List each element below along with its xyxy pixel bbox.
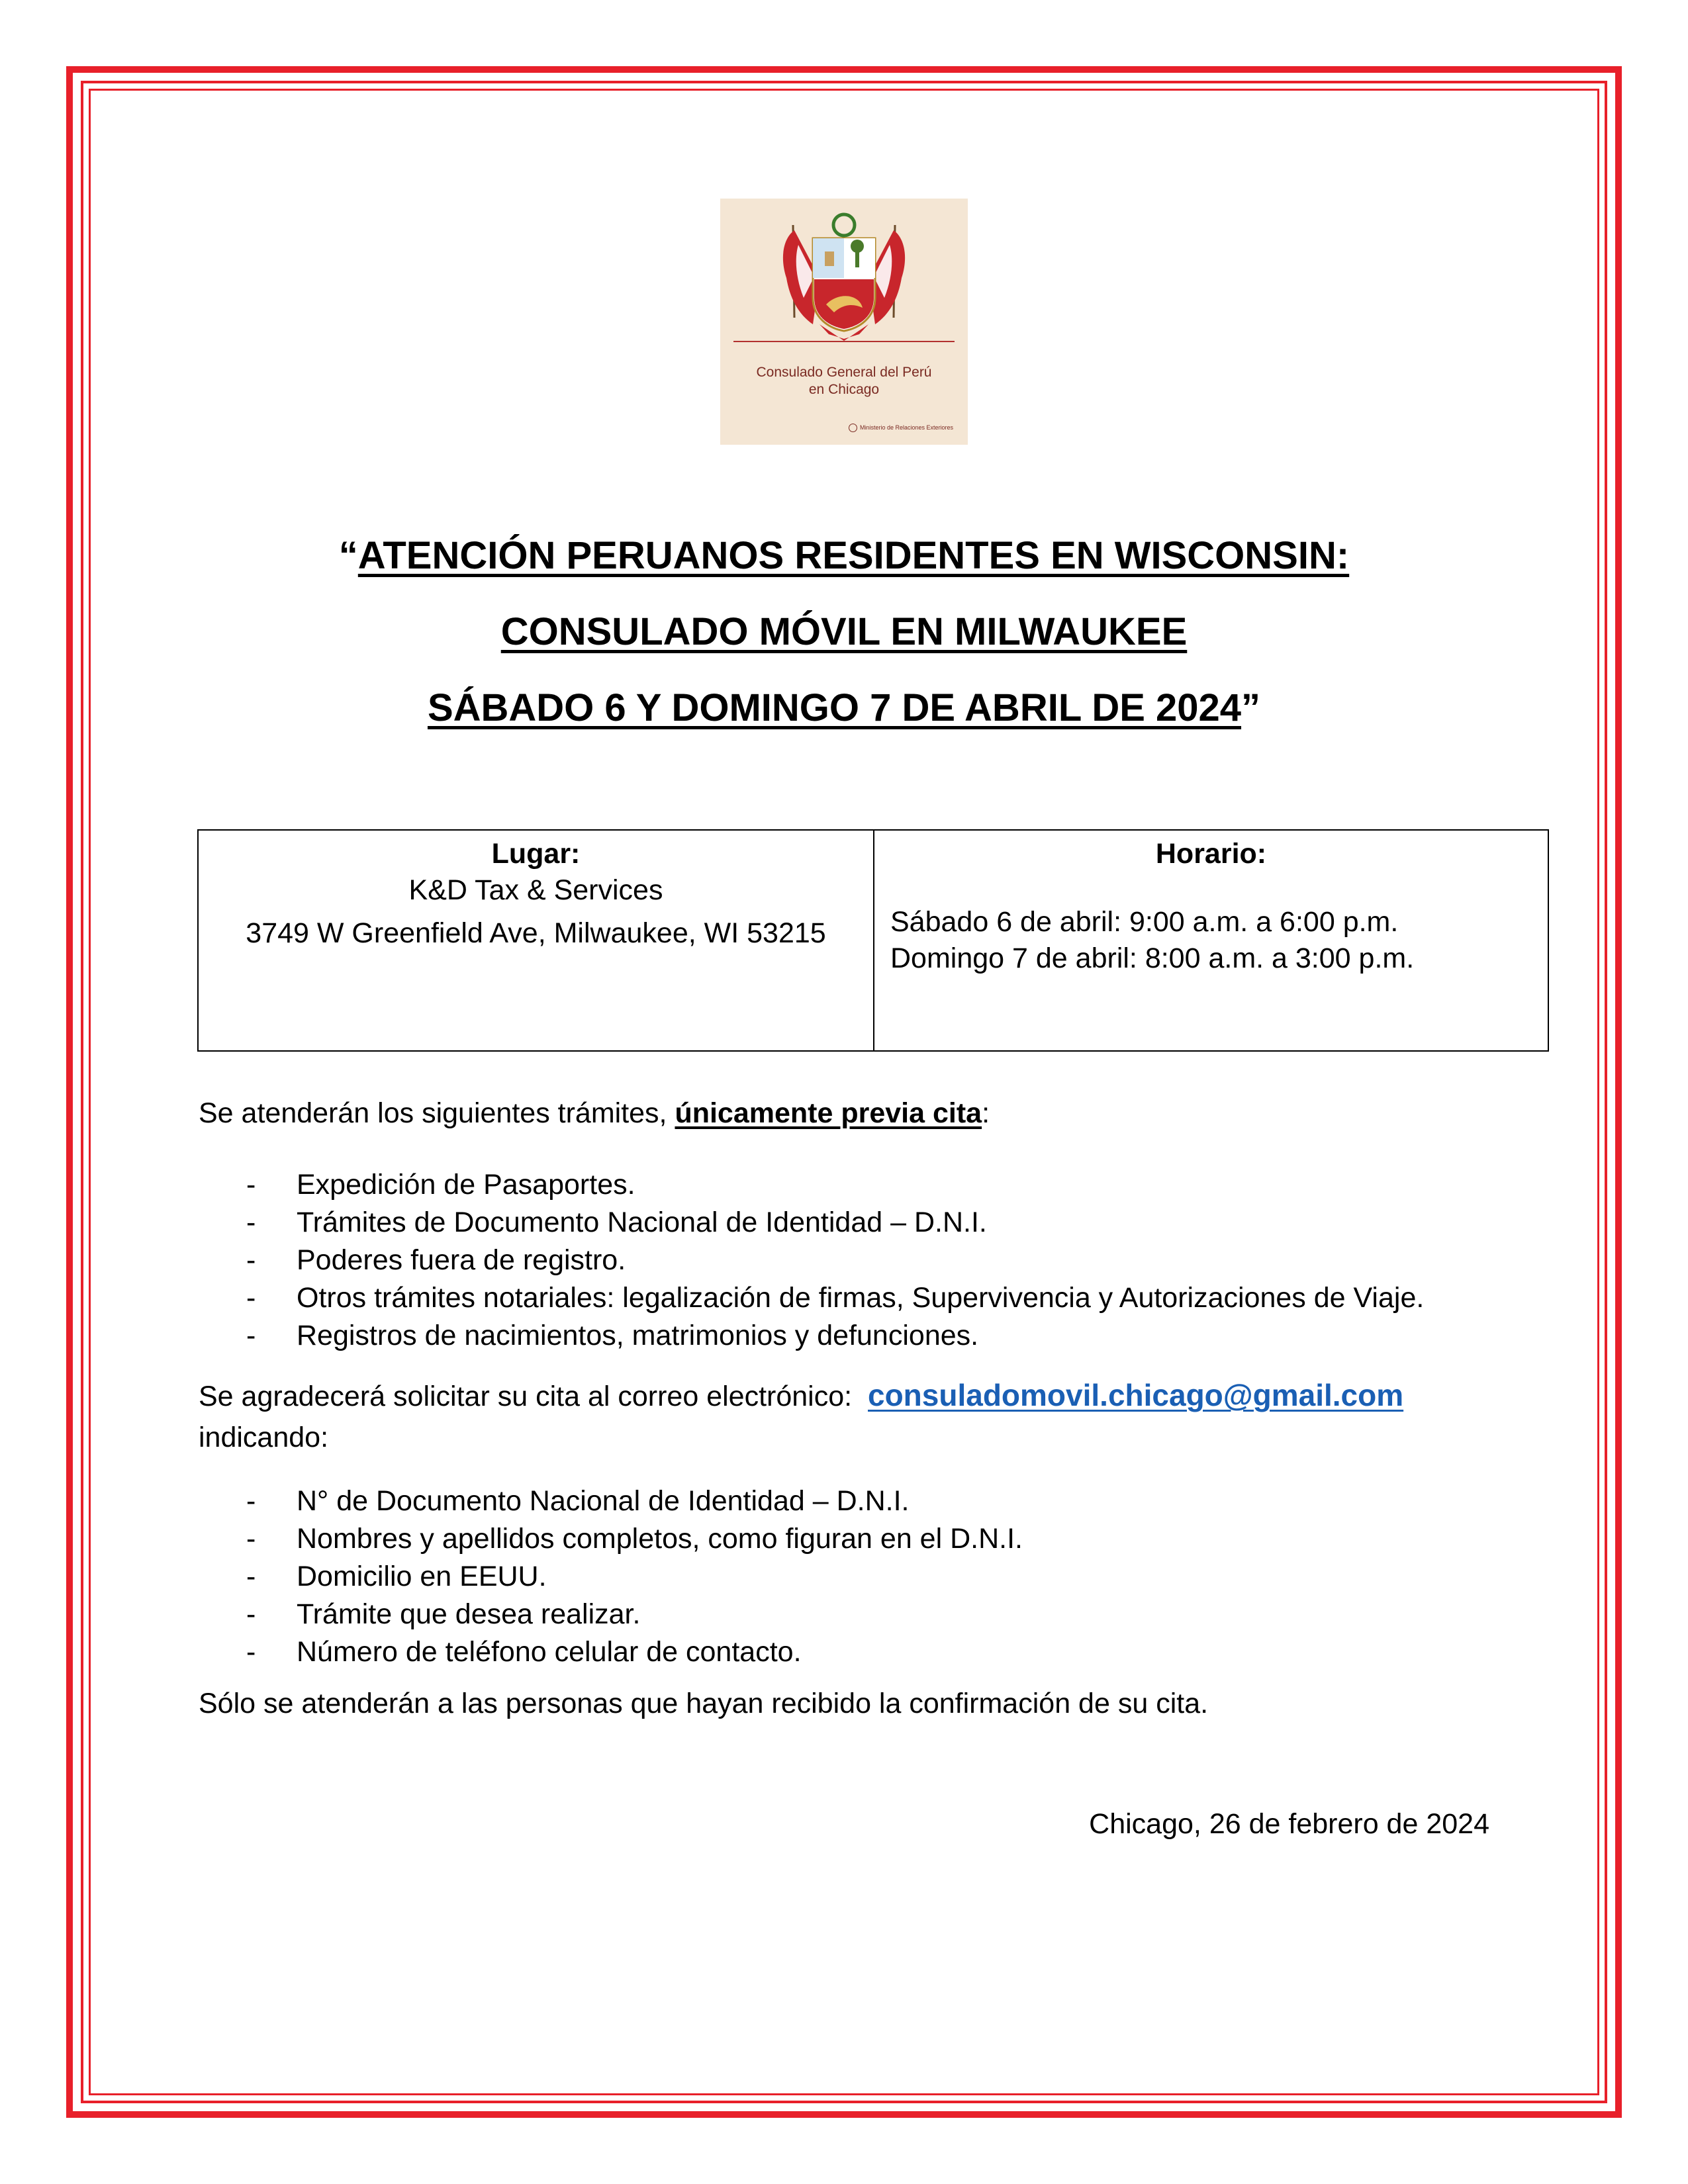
schedule-sunday: Domingo 7 de abril: 8:00 a.m. a 3:00 p.m. (890, 942, 1415, 974)
place-header: Lugar: (491, 838, 581, 870)
services-intro-text: Se atenderán los siguientes trámites, (199, 1097, 675, 1129)
list-item: - N° de Documento Nacional de Identidad – D.N.I. (246, 1482, 1023, 1520)
list-item: - Expedición de Pasaportes. (246, 1166, 1424, 1204)
info-table (197, 829, 1549, 1052)
confirmation-notice: Sólo se atenderán a las personas que hayan recibido la confirmación de su cita. (199, 1688, 1209, 1719)
place-address: 3749 W Greenfield Ave, Milwaukee, WI 53215 (246, 917, 826, 949)
list-item: - Número de teléfono celular de contacto. (246, 1633, 1023, 1671)
title-line-3-text: SÁBADO 6 Y DOMINGO 7 DE ABRIL DE 2024 (427, 686, 1242, 729)
logo-footer-text: Ministerio de Relaciones Exteriores (859, 424, 953, 431)
title-line-3 (152, 685, 1536, 731)
logo-line-2: en Chicago (808, 382, 880, 397)
list-item: - Domicilio en EEUU. (246, 1558, 1023, 1596)
email-link[interactable]: consuladomovil.chicago@gmail.com (868, 1378, 1404, 1412)
ministry-seal-icon (849, 424, 857, 432)
consulate-logo (720, 199, 968, 445)
list-item: - Nombres y apellidos completos, como figuran en el D.N.I. (246, 1520, 1023, 1558)
services-intro-colon: : (982, 1097, 990, 1129)
list-item: - Registros de nacimientos, matrimonios y defunciones. (246, 1317, 1424, 1355)
coat-of-arms-of-peru-icon (720, 199, 968, 341)
request-line (199, 1378, 1403, 1414)
requirements-list (246, 1482, 1023, 1671)
services-list (246, 1166, 1424, 1355)
date-line: Chicago, 26 de febrero de 2024 (1089, 1808, 1489, 1840)
schedule-header: Horario: (1155, 838, 1267, 870)
request-continuation: indicando: (199, 1422, 329, 1453)
place-cell (199, 831, 873, 1050)
schedule-saturday: Sábado 6 de abril: 9:00 a.m. a 6:00 p.m. (890, 906, 1399, 938)
list-item: - Trámite que desea realizar. (246, 1596, 1023, 1633)
title-line-2 (152, 609, 1536, 655)
list-item: - Otros trámites notariales: legalización de firmas, Supervivencia y Autorizaciones de Viaje. (246, 1279, 1424, 1317)
list-item: - Trámites de Documento Nacional de Identidad – D.N.I. (246, 1204, 1424, 1242)
title-line-1-text: ATENCIÓN PERUANOS RESIDENTES EN WISCONSIN: (357, 534, 1350, 577)
logo-divider (733, 341, 955, 342)
title-line-1 (152, 533, 1536, 579)
logo-footer (849, 424, 953, 432)
title-close-quote: ” (1241, 686, 1261, 729)
services-intro (199, 1096, 990, 1130)
schedule-cell (873, 831, 1548, 1050)
list-item: - Poderes fuera de registro. (246, 1242, 1424, 1279)
place-name: K&D Tax & Services (408, 874, 663, 906)
logo-line-1: Consulado General del Perú (756, 365, 932, 380)
title-open-quote: “ (338, 534, 358, 577)
services-intro-emphasis: únicamente previa cita (675, 1097, 982, 1129)
title-line-2-text: CONSULADO MÓVIL EN MILWAUKEE (500, 610, 1188, 653)
request-text: Se agradecerá solicitar su cita al correo electrónico: (199, 1381, 853, 1412)
